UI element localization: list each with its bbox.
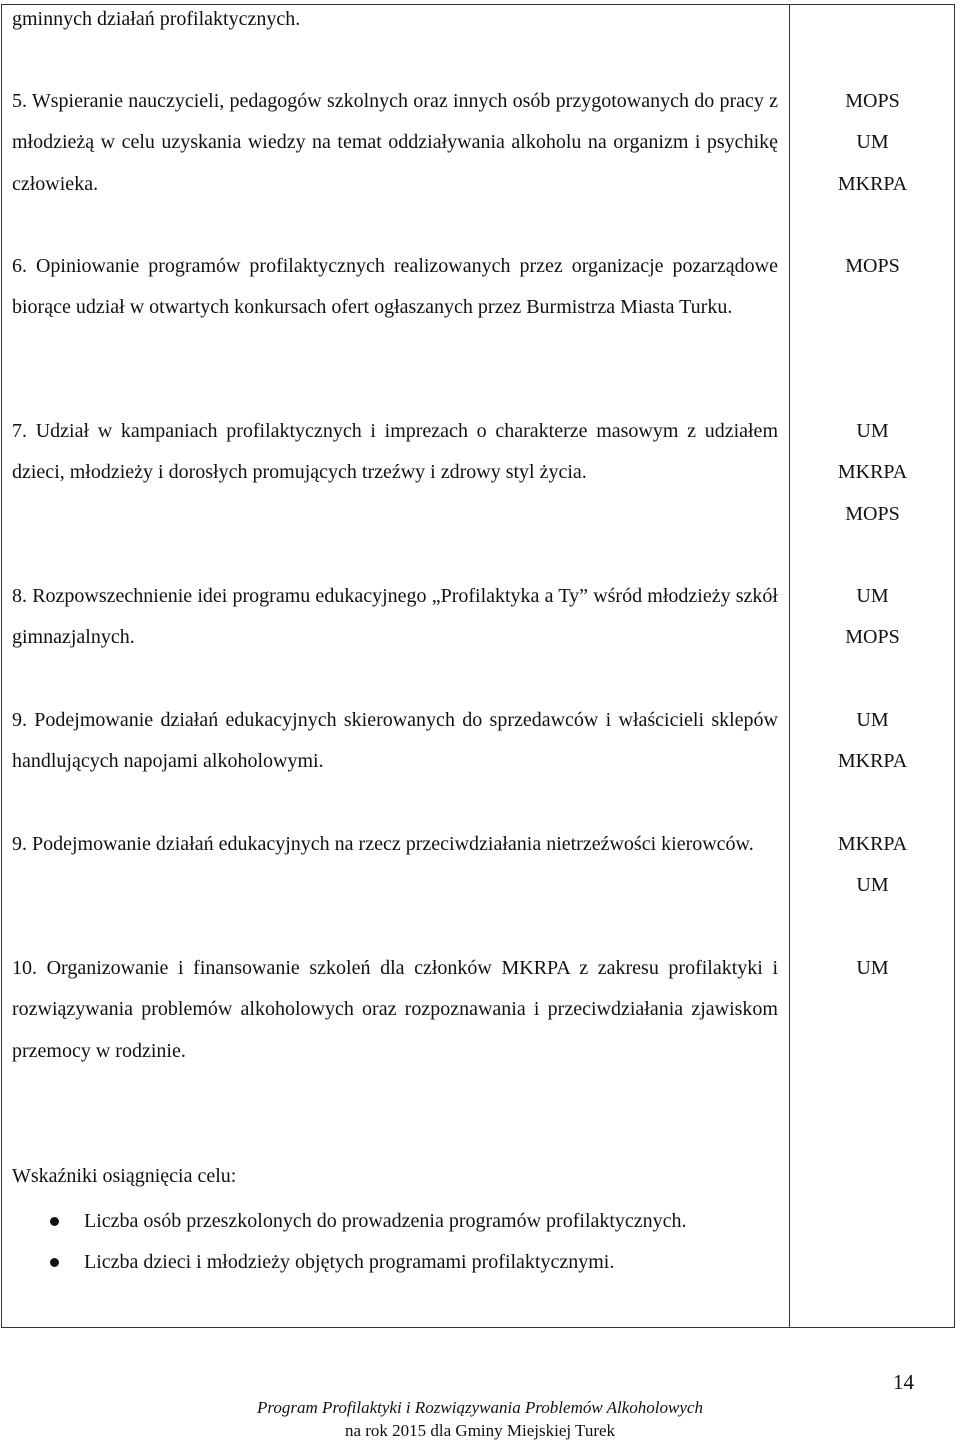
task-text: 8. Rozpowszechnienie idei programu edukacyjnego „Profilaktyka a Ty” wśród młodzieży szkół gimnazjalnych.: [12, 585, 778, 649]
indicator-item: [12, 1201, 778, 1242]
indicators-title: Wskaźniki osiągnięcia celu:: [12, 1165, 237, 1187]
responsible-unit: MKRPA: [837, 750, 908, 773]
responsible-units: [789, 824, 956, 907]
task-text: 9. Podejmowanie działań edukacyjnych na rzecz przeciwdziałania nietrzeźwości kierowców.: [12, 833, 754, 855]
task-text: 6. Opiniowanie programów profilaktycznych realizowanych przez organizacje pozarządowe biorące udział w otwartych konkursach ofert ogłaszanych przez Burmistrza Miasta Turku.: [12, 255, 778, 319]
footer-subtitle: na rok 2015 dla Gminy Miejskiej Turek: [344, 1421, 616, 1440]
footer-title: Program Profilaktyki i Rozwiązywania Problemów Alkoholowych: [257, 1398, 703, 1417]
indicator-item: [12, 1242, 778, 1283]
responsible-units: [789, 246, 956, 287]
indicator-text: Liczba dzieci i młodzieży objętych programami profilaktycznymi.: [84, 1251, 615, 1274]
responsible-units: [789, 576, 956, 659]
task-text: 5. Wspieranie nauczycieli, pedagogów szkolnych oraz innych osób przygotowanych do pracy z młodzieżą w celu uzyskania wiedzy na temat oddziaływania alkoholu na organizm i psychikę człowieka.: [12, 90, 778, 195]
responsible-unit: MKRPA: [837, 461, 908, 484]
task-text: 10. Organizowanie i finansowanie szkoleń dla członków MKRPA z zakresu profilaktyki i rozwiązywania problemów alkoholowych oraz rozpoznawania i przeciwdziałania zjawiskom przemocy w rodzinie.: [12, 957, 778, 1062]
task-text: 7. Udział w kampaniach profilaktycznych i imprezach o charakterze masowym z udziałem dzieci, młodzieży i dorosłych promujących trzeźwy i zdrowy styl życia.: [12, 420, 778, 484]
responsible-unit: UM: [856, 874, 889, 897]
responsible-unit: UM: [856, 957, 889, 979]
responsible-unit: UM: [856, 709, 889, 731]
responsible-unit: UM: [856, 585, 889, 607]
task-text: 9. Podejmowanie działań edukacyjnych skierowanych do sprzedawców i właścicieli sklepów handlujących napojami alkoholowymi.: [12, 709, 778, 773]
responsible-unit: MOPS: [845, 502, 900, 525]
responsible-unit: UM: [856, 131, 889, 154]
responsible-unit: MKRPA: [837, 172, 908, 195]
responsible-unit: MOPS: [845, 626, 900, 649]
indicator-text: Liczba osób przeszkolonych do prowadzenia programów profilaktycznych.: [84, 1210, 687, 1232]
bullet-icon: [50, 1258, 59, 1267]
responsible-unit: UM: [856, 420, 889, 442]
responsible-units: [789, 948, 956, 989]
responsible-units: [789, 411, 956, 535]
responsible-unit: MKRPA: [837, 833, 908, 855]
responsible-units: [789, 700, 956, 783]
page-number: 14: [893, 1370, 914, 1394]
responsible-unit: MOPS: [845, 90, 900, 112]
page-footer: [0, 1396, 960, 1442]
responsible-units: [789, 81, 956, 205]
responsible-unit: MOPS: [845, 255, 900, 277]
indicator-list: [12, 1201, 778, 1284]
bullet-icon: [50, 1217, 59, 1226]
task-text: gminnych działań profilaktycznych.: [12, 8, 301, 30]
program-table: [1, 4, 955, 1328]
